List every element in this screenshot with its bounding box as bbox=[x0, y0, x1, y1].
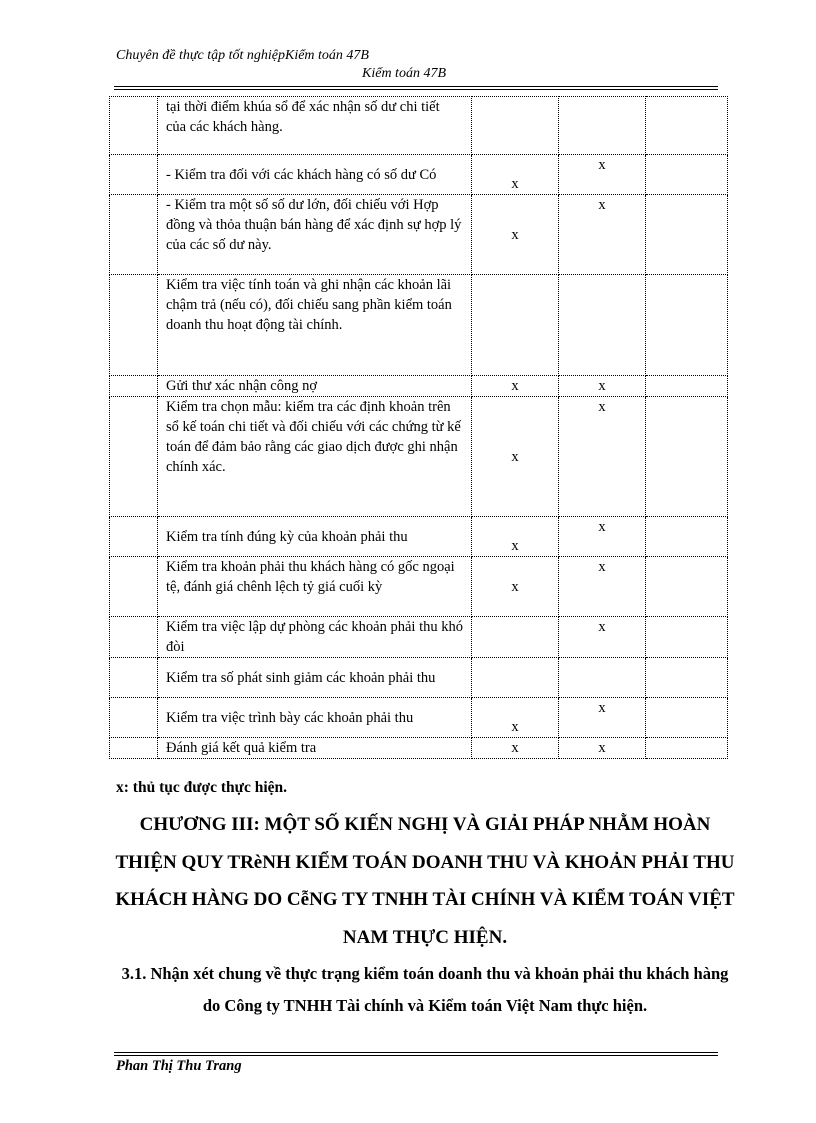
procedure-description: - Kiểm tra một số số dư lớn, đối chiếu với Hợp đồng và thỏa thuận bán hàng để xác định sự hợp lý của các số dư này. bbox=[158, 195, 472, 275]
running-header-title: Chuyên đề thực tập tốt nghiệpKiểm toán 47B bbox=[116, 48, 369, 63]
footer-rule-second bbox=[114, 1055, 718, 1056]
table-row bbox=[110, 617, 728, 658]
performed-mark-2 bbox=[559, 97, 646, 155]
table-row bbox=[110, 658, 728, 698]
performed-mark-2 bbox=[559, 658, 646, 698]
performed-mark-2 bbox=[559, 275, 646, 376]
table-row bbox=[110, 557, 728, 617]
performed-mark-1 bbox=[472, 658, 559, 698]
performed-mark-2: x bbox=[559, 376, 646, 397]
performed-mark-2: x bbox=[559, 517, 646, 557]
table-row bbox=[110, 397, 728, 517]
performed-mark-2: x bbox=[559, 155, 646, 195]
performed-mark-1: x bbox=[472, 397, 559, 517]
audit-procedures-table bbox=[109, 96, 728, 759]
chapter-title: CHƯƠNG III: MỘT SỐ KIẾN NGHỊ VÀ GIẢI PHÁP NHẰM HOÀN THIỆN QUY TRèNH KIỂM TOÁN DOANH THU VÀ KHOẢN PHẢI THU KHÁCH HÀNG DO CễNG TY TNHH TÀI CHÍNH VÀ KIỂM TOÁN VIỆT NAM THỰC HIỆN. bbox=[115, 814, 735, 948]
procedure-description: Kiểm tra việc lập dự phòng các khoản phải thu khó đòi bbox=[158, 617, 472, 658]
performed-mark-2: x bbox=[559, 195, 646, 275]
performed-mark-2: x bbox=[559, 698, 646, 738]
table-row bbox=[110, 738, 728, 759]
performed-mark-1 bbox=[472, 617, 559, 658]
performed-mark-1: x bbox=[472, 376, 559, 397]
performed-mark-1: x bbox=[472, 195, 559, 275]
procedure-description: tại thời điểm khúa sổ để xác nhận số dư chi tiết của các khách hàng. bbox=[158, 97, 472, 155]
performed-mark-1: x bbox=[472, 698, 559, 738]
performed-mark-1: x bbox=[472, 517, 559, 557]
performed-mark-1 bbox=[472, 97, 559, 155]
performed-mark-1 bbox=[472, 275, 559, 376]
author-name: Phan Thị Thu Trang bbox=[116, 1058, 242, 1074]
performed-mark-2: x bbox=[559, 397, 646, 517]
procedure-description: - Kiểm tra đối với các khách hàng có số dư Có bbox=[158, 155, 472, 195]
procedure-description: Kiểm tra số phát sinh giảm các khoản phải thu bbox=[158, 658, 472, 698]
procedure-description: Kiểm tra chọn mẫu: kiểm tra các định khoản trên sổ kế toán chi tiết và đối chiếu với các chứng từ kế toán để đảm bảo rằng các giao dịch được ghi nhận chính xác. bbox=[158, 397, 472, 517]
running-header-subtitle: Kiểm toán 47B bbox=[362, 66, 446, 81]
performed-mark-2: x bbox=[559, 738, 646, 759]
header-rule bbox=[114, 86, 718, 87]
performed-mark-2: x bbox=[559, 617, 646, 658]
performed-mark-1: x bbox=[472, 557, 559, 617]
table-row bbox=[110, 195, 728, 275]
table-row bbox=[110, 275, 728, 376]
table-row bbox=[110, 97, 728, 155]
performed-mark-2: x bbox=[559, 557, 646, 617]
procedure-description: Kiểm tra việc trình bày các khoản phải thu bbox=[158, 698, 472, 738]
table-row bbox=[110, 155, 728, 195]
legend-note: x: thủ tục được thực hiện. bbox=[116, 779, 287, 796]
table-row bbox=[110, 376, 728, 397]
header-rule-second bbox=[114, 89, 718, 90]
procedure-description: Gửi thư xác nhận công nợ bbox=[158, 376, 472, 397]
procedure-description: Kiểm tra tính đúng kỳ của khoản phải thu bbox=[158, 517, 472, 557]
section-title: 3.1. Nhận xét chung về thực trạng kiểm toán doanh thu và khoản phải thu khách hàng do Công ty TNHH Tài chính và Kiểm toán Việt Nam thực hiện. bbox=[121, 964, 729, 1015]
footer-rule bbox=[114, 1052, 718, 1053]
procedure-description: Đánh giá kết quả kiểm tra bbox=[158, 738, 472, 759]
table-row bbox=[110, 517, 728, 557]
performed-mark-1: x bbox=[472, 738, 559, 759]
performed-mark-1: x bbox=[472, 155, 559, 195]
procedure-description: Kiểm tra việc tính toán và ghi nhận các khoản lãi chậm trả (nếu có), đối chiếu sang phần kiểm toán doanh thu hoạt động tài chính. bbox=[158, 275, 472, 376]
table-row bbox=[110, 698, 728, 738]
procedure-description: Kiểm tra khoản phải thu khách hàng có gốc ngoại tệ, đánh giá chênh lệch tỷ giá cuối kỳ bbox=[158, 557, 472, 617]
